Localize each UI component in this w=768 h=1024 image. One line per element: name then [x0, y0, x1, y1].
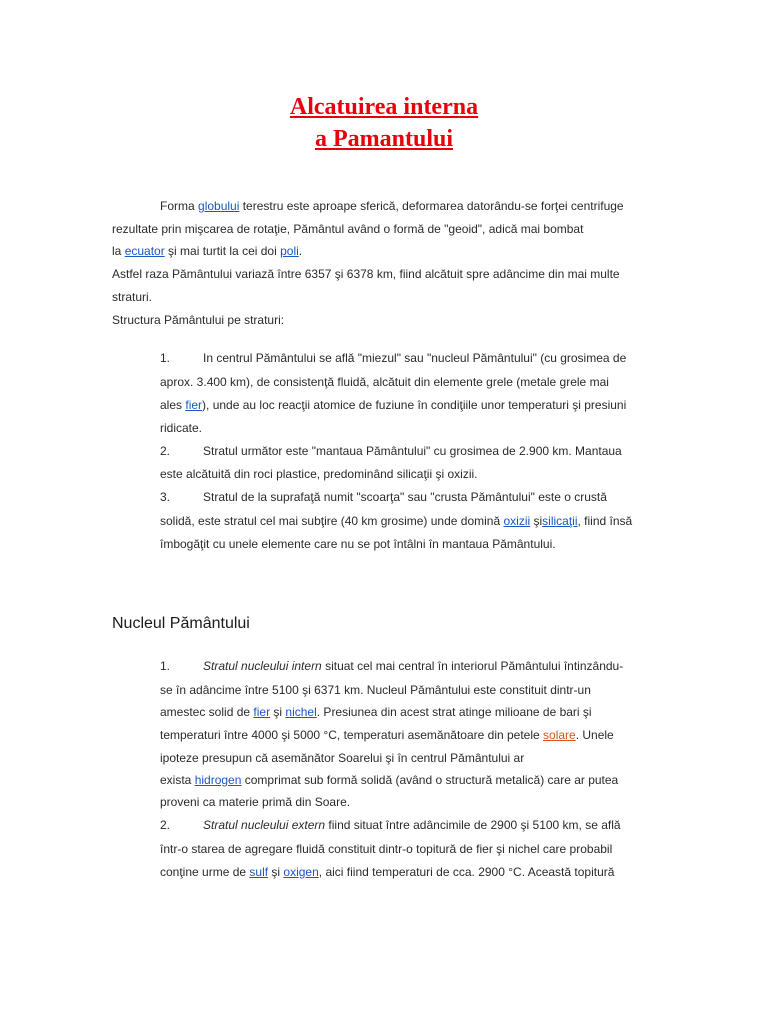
text: şi — [268, 865, 284, 879]
title-line-2: a Pamantului — [314, 126, 454, 152]
text: solidă, este stratul cel mai subţire (40 km grosime) unde domină — [160, 514, 504, 528]
list-number: 1. — [160, 351, 171, 365]
text: ), unde au loc reacţii atomice de fuziune în condiţiile unor temperaturi şi presiuni — [202, 398, 627, 412]
italic-text: Stratul nucleului intern — [203, 659, 322, 673]
list-item-1-line-3 — [160, 398, 626, 413]
list-number: 3. — [160, 490, 171, 504]
text: şi — [530, 514, 543, 528]
text: exista — [160, 773, 195, 787]
text: temperaturi între 4000 şi 5000 °C, temperaturi asemănătoare din petele — [160, 728, 544, 742]
link-silicatii[interactable]: silicaţii — [542, 514, 578, 528]
section-heading: Nucleul Pământului — [112, 615, 250, 632]
text: , fiind însă — [577, 514, 633, 528]
list-item-3-line-3: îmbogăţit cu unele elemente care nu se pot întâlni în mantaua Pământului. — [160, 537, 556, 551]
list-item-2-line-1 — [160, 444, 622, 459]
list-number: 2. — [160, 444, 171, 458]
text: . — [298, 244, 303, 258]
italic-text: Stratul nucleului extern — [203, 818, 326, 832]
intro-line-2: rezultate prin mişcarea de rotaţie, Pământul având o formă de "geoid", adică mai bombat — [112, 222, 584, 236]
intro-line-3 — [112, 244, 302, 259]
text: terestru este aproape sferică, deformarea datorându-se forţei centrifuge — [239, 199, 624, 213]
section-item-1-line-1 — [160, 659, 623, 674]
section-item-1-line-4 — [160, 728, 614, 743]
text: şi — [270, 705, 286, 719]
link-nichel[interactable]: nichel — [285, 705, 317, 719]
list-item-3-line-1 — [160, 490, 607, 505]
link-ecuator[interactable]: ecuator — [124, 244, 165, 258]
intro-line-1 — [160, 199, 624, 214]
intro-line-6: Structura Pământului pe straturi: — [112, 313, 285, 327]
list-item-2-line-2: este alcătuită din roci plastice, predominând silicaţii şi oxizii. — [160, 467, 478, 481]
link-sulf[interactable]: sulf — [249, 865, 269, 879]
link-oxizii[interactable]: oxizii — [503, 514, 531, 528]
text: Stratul următor este "mantaua Pământului" cu grosimea de 2.900 km. Mantaua — [203, 444, 622, 458]
section-item-1-line-7: proveni ca materie primă din Soare. — [160, 795, 351, 809]
link-fier-2[interactable]: fier — [253, 705, 271, 719]
text: Stratul de la suprafaţă numit "scoarţa" sau "crusta Pământului" este o crustă — [203, 490, 607, 504]
link-poli[interactable]: poli — [280, 244, 299, 258]
text: , aici fiind temperaturi de cca. 2900 °C. Această topitură — [318, 865, 615, 879]
text: ales — [160, 398, 186, 412]
text: In centrul Pământului se află "miezul" sau "nucleul Pământului" (cu grosimea de — [203, 351, 627, 365]
text: . Presiunea din acest strat atinge milioane de bari şi — [316, 705, 592, 719]
intro-line-5: straturi. — [112, 290, 153, 304]
list-item-1-line-1 — [160, 351, 626, 366]
section-item-2-line-1 — [160, 818, 621, 833]
list-number: 2. — [160, 818, 171, 832]
text: şi mai turtit la cei doi — [164, 244, 281, 258]
link-hidrogen[interactable]: hidrogen — [194, 773, 242, 787]
list-number: 1. — [160, 659, 171, 673]
text: comprimat sub formă solidă (având o structură metalică) care ar putea — [241, 773, 619, 787]
list-item-1-line-2: aprox. 3.400 km), de consistenţă fluidă, alcătuit din elemente grele (metale grele mai — [160, 375, 609, 389]
text: Forma — [160, 199, 199, 213]
section-item-1-line-2: se în adâncime între 5100 şi 6371 km. Nucleul Pământului este constituit dintr-un — [160, 683, 591, 697]
link-globului[interactable]: globului — [198, 199, 240, 213]
list-item-3-line-2 — [160, 514, 632, 529]
title-line-1: Alcatuirea interna — [289, 94, 479, 120]
text: fiind situat între adâncimile de 2900 şi 5100 km, se află — [325, 818, 621, 832]
list-item-1-line-4: ridicate. — [160, 421, 203, 435]
text: . Unele — [575, 728, 614, 742]
section-item-2-line-3 — [160, 865, 614, 880]
text: amestec solid de — [160, 705, 254, 719]
link-fier[interactable]: fier — [185, 398, 203, 412]
text: conţine urme de — [160, 865, 250, 879]
link-solare[interactable]: solare — [543, 728, 576, 742]
section-item-1-line-5: ipoteze presupun că asemănător Soarelui şi în centrul Pământului ar — [160, 751, 525, 765]
section-item-2-line-2: într-o starea de agregare fluidă constituit dintr-o topitură de fier şi nichel care probabil — [160, 842, 613, 856]
intro-line-4: Astfel raza Pământului variază între 6357 şi 6378 km, fiind alcătuit spre adâncime din mai multe — [112, 267, 620, 281]
link-oxigen[interactable]: oxigen — [283, 865, 319, 879]
section-item-1-line-6 — [160, 773, 618, 788]
text: la — [112, 244, 125, 258]
section-item-1-line-3 — [160, 705, 592, 720]
text: situat cel mai central în interiorul Pământului întinzându- — [321, 659, 624, 673]
